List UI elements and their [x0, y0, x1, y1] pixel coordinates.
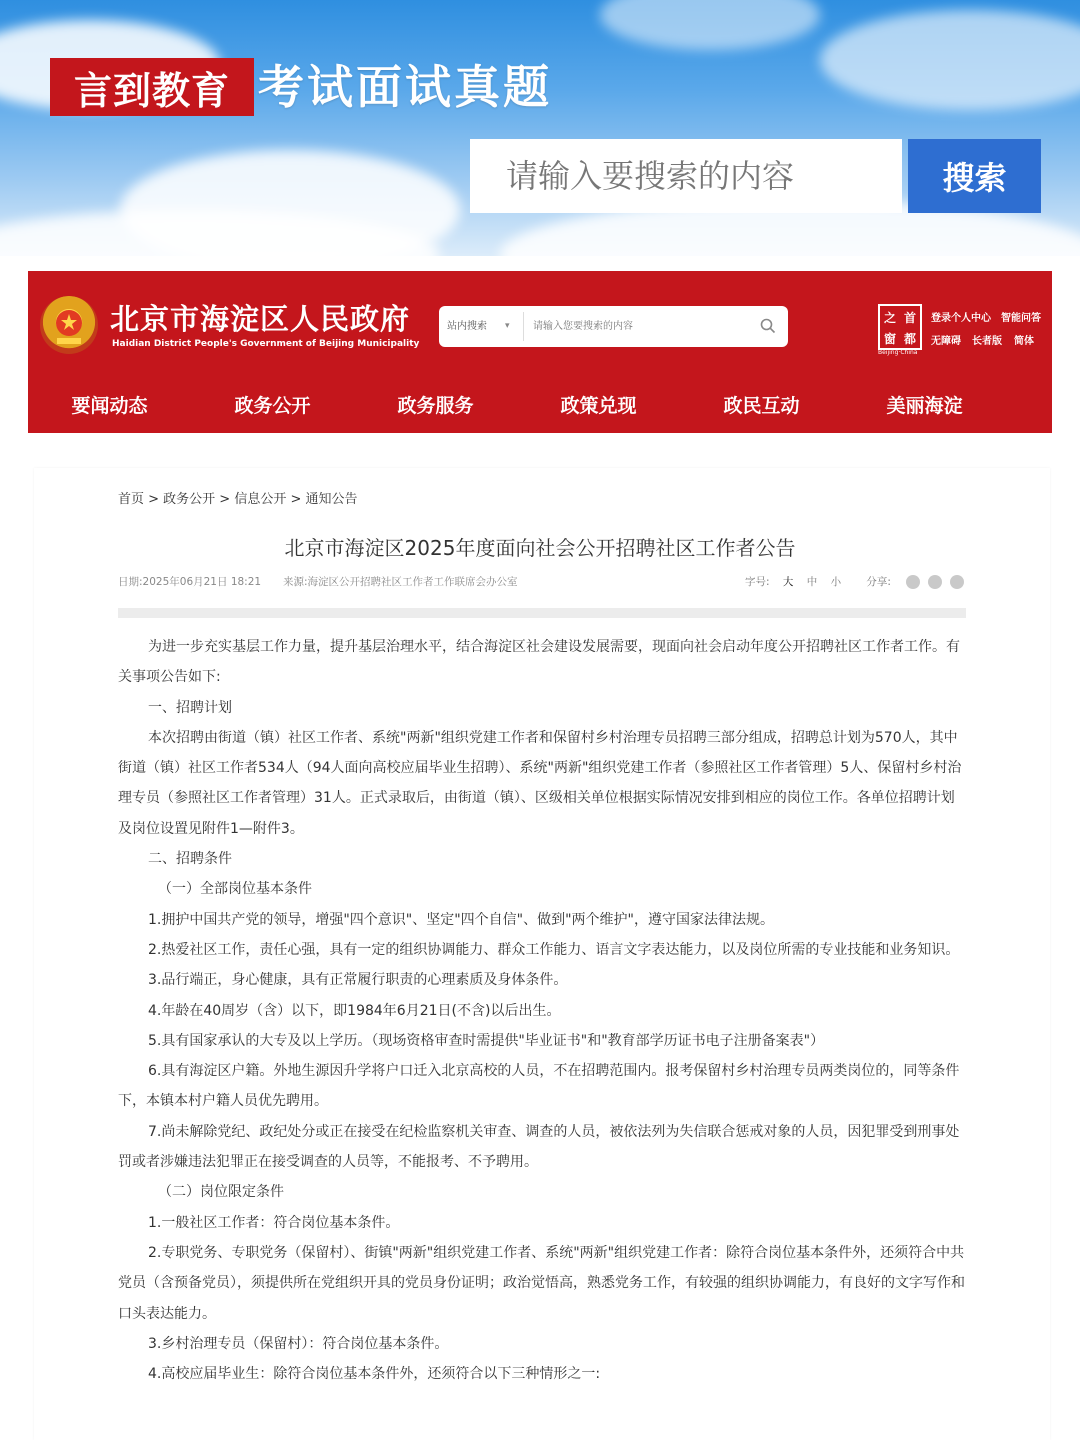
- paragraph-intro: 为进一步充实基层工作力量，提升基层治理水平，结合海淀区社会建设发展需要，现面向社会启动年度公开招聘社区工作者工作。有关事项公告如下:: [118, 639, 960, 686]
- share-weibo-icon[interactable]: [928, 575, 942, 589]
- paragraph: 本次招聘由街道（镇）社区工作者、系统"两新"组织党建工作者和保留村乡村治理专员招聘三部分组成，招聘总计划为570人，其中街道（镇）社区工作者534人（94人面向高校应届毕业生招聘）、系统"两新"组织党建工作者（参照社区工作者管理）5人、保留村乡村治理专员（参照社区工作者管理）31人。正式录取后，由街道（镇）、区级相关单位根据实际情况安排到相应的岗位工作。各单位招聘计划及岗位设置见附件1—附件3。: [118, 729, 962, 837]
- font-size-small[interactable]: 小: [830, 576, 842, 588]
- chevron-down-icon[interactable]: ▾: [505, 321, 510, 331]
- section-heading: 二、招聘条件: [148, 851, 232, 868]
- title-divider: [118, 608, 966, 618]
- nav-item-interaction[interactable]: 政民互动: [723, 395, 800, 417]
- breadcrumb[interactable]: 首页 > 政务公开 > 信息公开 > 通知公告: [118, 492, 358, 507]
- list-item: 5.具有国家承认的大专及以上学历。（现场资格审查时需提供"毕业证书"和"教育部学历证书电子注册备案表"）: [148, 1032, 825, 1049]
- search-divider: [523, 312, 524, 341]
- share-label: 分享:: [866, 576, 891, 588]
- article-body: [118, 632, 966, 1389]
- accessibility-link[interactable]: 无障碍: [931, 336, 961, 347]
- national-emblem-icon[interactable]: [40, 296, 98, 354]
- article-tools: [745, 574, 901, 589]
- login-link[interactable]: 登录个人中心: [931, 313, 991, 324]
- nav-item-news[interactable]: 要闻动态: [71, 395, 148, 417]
- nav-item-services[interactable]: 政务服务: [397, 395, 474, 417]
- promo-title: 考试面试真题: [258, 60, 552, 114]
- gov-site-name[interactable]: 北京市海淀区人民政府: [110, 302, 411, 336]
- elder-mode-link[interactable]: 长者版: [972, 336, 1002, 347]
- list-item: 6.具有海淀区户籍。外地生源因升学将户口迁入北京高校的人员，不在招聘范围内。报考保留村乡村治理专员两类岗位的，同等条件下，本镇本村户籍人员优先聘用。: [118, 1063, 960, 1110]
- subsection-heading: （一）全部岗位基本条件: [158, 881, 312, 898]
- capital-window-logo[interactable]: 之 首 窗 都: [878, 304, 922, 350]
- promo-search-button[interactable]: 搜索: [908, 139, 1041, 213]
- gov-header: [28, 271, 1052, 433]
- font-size-large[interactable]: 大: [782, 576, 794, 588]
- list-item: 4.高校应届毕业生：除符合岗位基本条件外，还须符合以下三种情形之一:: [148, 1366, 601, 1383]
- promo-search-input[interactable]: 请输入要搜索的内容: [470, 139, 902, 213]
- font-size-medium[interactable]: 中: [806, 576, 818, 588]
- publish-date: 日期:2025年06月21日 18:21: [118, 576, 262, 588]
- subsection-heading: （二）岗位限定条件: [158, 1184, 284, 1201]
- capital-logo-caption: Beijing·China: [878, 349, 918, 356]
- search-scope-select[interactable]: 站内搜索: [447, 321, 487, 332]
- language-link[interactable]: 简体: [1014, 336, 1034, 347]
- site-search-box: [439, 306, 788, 347]
- site-search-input[interactable]: 请输入您要搜索的内容: [533, 321, 633, 332]
- section-heading: 一、招聘计划: [148, 699, 232, 716]
- share-wechat-icon[interactable]: [906, 575, 920, 589]
- list-item: 1.拥护中国共产党的领导，增强"四个意识"、坚定"四个自信"、做到"两个维护"，遵守国家法律法规。: [148, 911, 774, 928]
- nav-item-beautiful-haidian[interactable]: 美丽海淀: [886, 395, 963, 417]
- smart-qa-link[interactable]: 智能问答: [1001, 313, 1041, 324]
- promo-banner: [0, 0, 1080, 256]
- nav-item-gov-affairs[interactable]: 政务公开: [234, 395, 311, 417]
- list-item: 1.一般社区工作者：符合岗位基本条件。: [148, 1214, 400, 1231]
- list-item: 7.尚未解除党纪、政纪处分或正在接受在纪检监察机关审查、调查的人员，被依法列为失信联合惩戒对象的人员，因犯罪受到刑事处罚或者涉嫌违法犯罪正在接受调查的人员等，不能报考、不予聘用。: [118, 1123, 960, 1171]
- gov-site-name-en: Haidian District People's Government of Beijing Municipality: [112, 339, 420, 349]
- main-nav: [28, 379, 1052, 433]
- search-icon[interactable]: [760, 318, 776, 334]
- share-qzone-icon[interactable]: [950, 575, 964, 589]
- brand-logo: 言到教育: [50, 58, 254, 116]
- font-size-label: 字号:: [745, 576, 770, 588]
- nav-item-policies[interactable]: 政策兑现: [560, 395, 637, 417]
- list-item: 4.年龄在40周岁（含）以下，即1984年6月21日(不含)以后出生。: [148, 1002, 561, 1019]
- article-source: 来源:海淀区公开招聘社区工作者工作联席会办公室: [283, 576, 518, 588]
- article-title: 北京市海淀区2025年度面向社会公开招聘社区工作者公告: [284, 536, 796, 560]
- list-item: 2.专职党务、专职党务（保留村）、街镇"两新"组织党建工作者、系统"两新"组织党建工作者：除符合岗位基本条件外，还须符合中共党员（含预备党员），须提供所在党组织开具的党员身份证明；政治觉悟高，熟悉党务工作，有较强的组织协调能力，有良好的文字写作和口头表达能力。: [118, 1244, 965, 1322]
- list-item: 2.热爱社区工作，责任心强，具有一定的组织协调能力、群众工作能力、语言文字表达能力，以及岗位所需的专业技能和业务知识。: [148, 941, 960, 958]
- list-item: 3.乡村治理专员（保留村）：符合岗位基本条件。: [148, 1335, 449, 1352]
- list-item: 3.品行端正，身心健康，具有正常履行职责的心理素质及身体条件。: [148, 972, 568, 989]
